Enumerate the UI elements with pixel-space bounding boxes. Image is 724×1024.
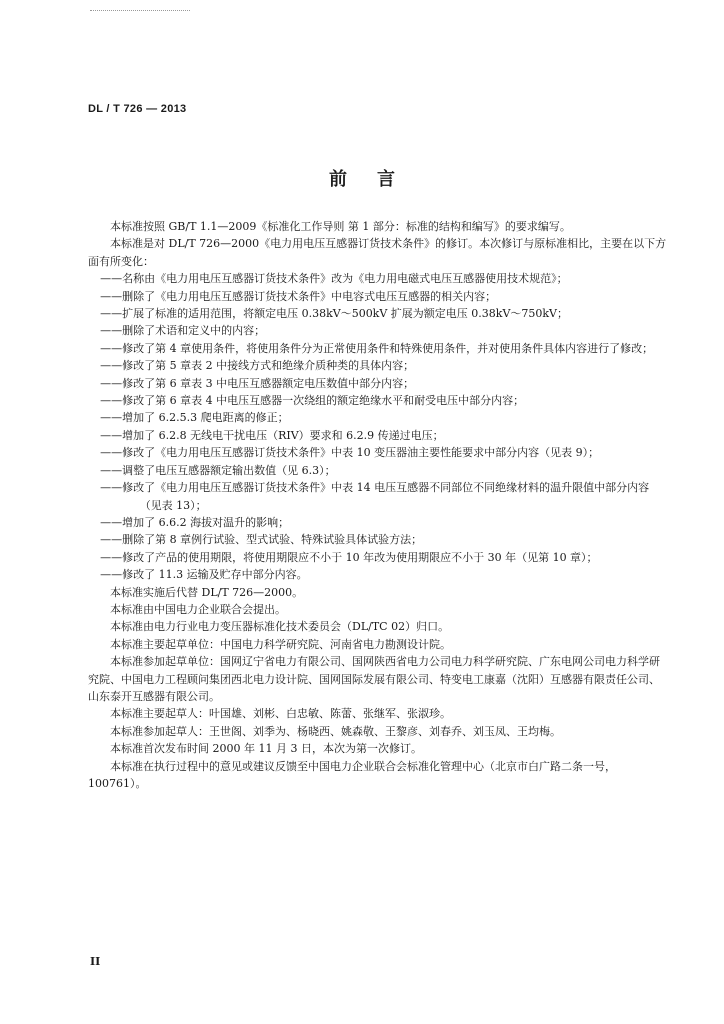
- scan-edge-mark: [90, 10, 190, 11]
- foreword-body: [88, 218, 668, 792]
- change-item: ——增加了 6.6.2 海拔对温升的影响；: [100, 515, 290, 529]
- change-item: ——修改了《电力用电压互感器订货技术条件》中表 14 电压互感器不同部位不同绝缘材料的温升限值中部分内容（见表 13）；: [100, 481, 650, 512]
- outro-paragraph: 本标准实施后代替 DL/T 726—2000。: [110, 585, 304, 599]
- change-item: ——删除了《电力用电压互感器订货技术条件》中电容式电压互感器的相关内容；: [100, 289, 497, 303]
- outro-paragraph: 本标准参加起草人：王世阁、刘季为、杨晓西、姚森敬、王黎彦、刘春乔、刘玉凤、王均梅。: [110, 724, 561, 738]
- change-item: ——调整了电压互感器额定输出数值（见 6.3）；: [100, 463, 336, 477]
- change-item: ——增加了 6.2.5.3 爬电距离的修正；: [100, 411, 289, 425]
- change-item: ——扩展了标准的适用范围，将额定电压 0.38kV～500kV 扩展为额定电压 0.38kV～750kV；: [100, 307, 568, 321]
- change-item: ——修改了第 6 章表 3 中电压互感器额定电压数值中部分内容；: [100, 376, 415, 390]
- outro-paragraph: 本标准首次发布时间 2000 年 11 月 3 日，本次为第一次修订。: [110, 742, 422, 756]
- intro-paragraph: 本标准按照 GB/T 1.1—2009《标准化工作导则 第 1 部分：标准的结构和编写》的要求编写。: [110, 220, 571, 233]
- outro-paragraph: 本标准主要起草人：叶国雄、刘彬、白忠敏、陈蕾、张继军、张淑珍。: [110, 707, 451, 721]
- outro-paragraph: 本标准主要起草单位：中国电力科学研究院、河南省电力勘测设计院。: [110, 637, 451, 651]
- page-number: II: [90, 955, 101, 968]
- change-item: ——删除了术语和定义中的内容；: [100, 324, 266, 338]
- change-item: ——增加了 6.2.8 无线电干扰电压（RIV）要求和 6.2.9 传递过电压；: [100, 428, 444, 442]
- intro-paragraph: 本标准是对 DL/T 726—2000《电力用电压互感器订货技术条件》的修订。本次修订与原标准相比，主要在以下方面有所变化：: [88, 237, 667, 268]
- change-item: ——修改了《电力用电压互感器订货技术条件》中表 10 变压器油主要性能要求中部分内容（见表 9）；: [100, 446, 600, 460]
- change-item: ——名称由《电力用电压互感器订货技术条件》改为《电力用电磁式电压互感器使用技术规范》；: [100, 272, 568, 286]
- change-item: ——修改了第 5 章表 2 中接线方式和绝缘介质种类的具体内容；: [100, 359, 415, 373]
- change-item: ——修改了第 6 章表 4 中电压互感器一次绕组的额定绝缘水平和耐受电压中部分内容；: [100, 394, 525, 408]
- change-item: ——修改了第 4 章使用条件，将使用条件分为正常使用条件和特殊使用条件，并对使用条件具体内容进行了修改；: [100, 341, 654, 355]
- page-title: 前言: [329, 169, 425, 190]
- change-item: ——修改了产品的使用期限，将使用期限应不小于 10 年改为使用期限应不小于 30 年（见第 10 章）；: [100, 550, 598, 564]
- outro-paragraph: 本标准在执行过程中的意见或建议反馈至中国电力企业联合会标准化管理中心（北京市白广路二条一号，100761）。: [88, 759, 616, 790]
- document-code: DL / T 726 — 2013: [88, 103, 187, 115]
- outro-paragraph: 本标准由中国电力企业联合会提出。: [110, 602, 286, 616]
- change-item: ——删除了第 8 章例行试验、型式试验、特殊试验具体试验方法；: [100, 533, 423, 547]
- change-item: ——修改了 11.3 运输及贮存中部分内容。: [100, 568, 308, 582]
- outro-paragraph: 本标准参加起草单位：国网辽宁省电力有限公司、国网陕西省电力公司电力科学研究院、广东电网公司电力科学研究院、中国电力工程顾问集团西北电力设计院、国网国际发展有限公司、特变电工康嘉（沈阳）互感器有限责任公司、山东泰开互感器有限公司。: [88, 655, 660, 703]
- outro-paragraph: 本标准由电力行业电力变压器标准化技术委员会（DL/TC 02）归口。: [110, 620, 450, 634]
